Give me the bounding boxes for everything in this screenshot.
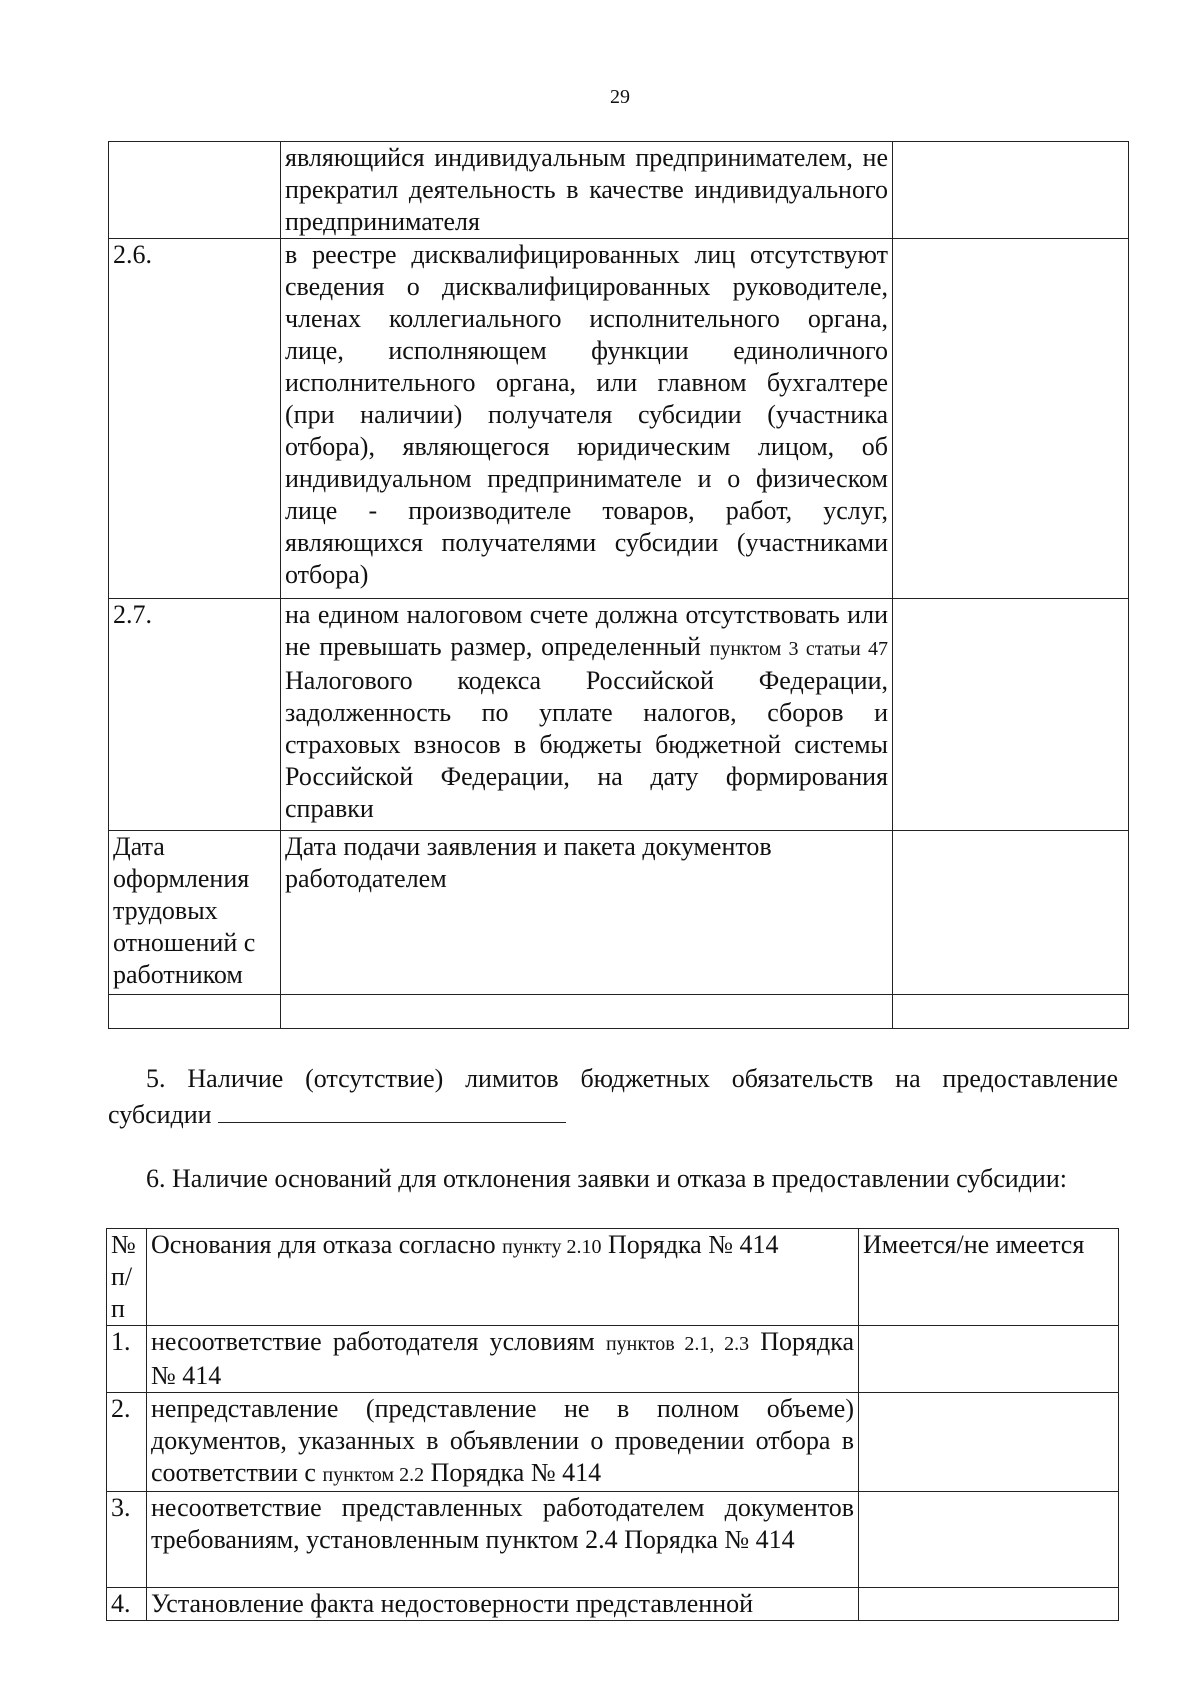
legal-reference: пункту 2.10 — [502, 1236, 602, 1258]
table-row — [107, 1492, 1119, 1588]
criterion-value — [893, 239, 1129, 599]
row-number — [109, 995, 281, 1029]
table-row — [109, 142, 1129, 239]
section-5-paragraph — [108, 1062, 1118, 1132]
row-number: 2. — [107, 1393, 147, 1492]
status-value — [859, 1588, 1119, 1621]
table-row — [107, 1393, 1119, 1492]
page-number: 29 — [610, 86, 630, 108]
table-row — [109, 599, 1129, 831]
table-row — [107, 1588, 1119, 1621]
criterion-value — [893, 831, 1129, 995]
criterion-text-part: на едином налоговом счете должна отсутствовать или не превышать размер, определенный — [285, 600, 888, 661]
status-value — [859, 1326, 1119, 1393]
criterion-value — [893, 142, 1129, 239]
basis-text-part: несоответствие представленных работодателем документов требованиям, установленным пунктом 2.4 Порядка № 414 — [151, 1493, 854, 1554]
basis-text-part: Порядка № 414 — [430, 1458, 602, 1487]
header-basis-part: Основания для отказа согласно — [151, 1230, 496, 1259]
criterion-text: являющийся индивидуальным предпринимателем, не прекратил деятельность в качестве индивидуального предпринимателя — [281, 142, 893, 239]
criterion-text — [281, 599, 893, 831]
basis-text-part: непредставление (представление не в полном объеме) документов, указанных в объявлении о проведении отбора в соответствии с — [151, 1394, 854, 1487]
header-number: № п/п — [107, 1229, 147, 1326]
row-number: 2.7. — [109, 599, 281, 831]
criterion-value — [893, 995, 1129, 1029]
table-header-row — [107, 1229, 1119, 1326]
basis-text-part: несоответствие работодателя условиям — [151, 1327, 595, 1356]
row-number — [109, 142, 281, 239]
section-6-paragraph — [108, 1162, 1118, 1196]
table-row — [109, 995, 1129, 1029]
row-number: 3. — [107, 1492, 147, 1588]
criterion-value — [893, 599, 1129, 831]
status-value — [859, 1492, 1119, 1588]
table-row — [109, 239, 1129, 599]
criterion-text-part: Налогового кодекса Российской Федерации, задолженность по уплате налогов, сборов и страховых взносов в бюджеты бюджетной системы Российской Федерации, на дату формирования справки — [285, 666, 888, 823]
basis-text — [147, 1492, 859, 1588]
header-basis — [147, 1229, 859, 1326]
status-value — [859, 1393, 1119, 1492]
legal-reference: пунктом 2.2 — [322, 1464, 425, 1486]
section-5-text: 5. Наличие (отсутствие) лимитов бюджетных обязательств на предоставление субсидии — [108, 1064, 1118, 1129]
basis-text — [147, 1326, 859, 1393]
header-status: Имеется/не имеется — [859, 1229, 1119, 1326]
basis-text-part: Порядка № 414 — [151, 1327, 855, 1390]
criterion-text — [281, 995, 893, 1029]
table-row — [107, 1326, 1119, 1393]
table-row — [109, 831, 1129, 995]
row-number: 1. — [107, 1326, 147, 1393]
basis-text — [147, 1393, 859, 1492]
rejection-grounds-table — [106, 1228, 1119, 1621]
eligibility-table — [108, 141, 1129, 1029]
basis-text — [147, 1588, 859, 1621]
row-label: Дата оформления трудовых отношений с работником — [109, 831, 281, 995]
criterion-text: в реестре дисквалифицированных лиц отсутствуют сведения о дисквалифицированных руководителе, членах коллегиального исполнительного органа, лице, исполняющем функции единоличного исполнительного органа, или главном бухгалтере (при наличии) получателя субсидии (участника отбора), являющегося юридическим лицом, об индивидуальном предпринимателе и о физическом лице - производителе товаров, работ, услуг, являющихся получателями субсидии (участниками отбора) — [281, 239, 893, 599]
legal-reference: пунктом 3 статьи 47 — [709, 638, 888, 660]
row-number: 2.6. — [109, 239, 281, 599]
fill-in-blank — [218, 1096, 566, 1123]
criterion-text: Дата подачи заявления и пакета документов работодателем — [281, 831, 893, 995]
header-basis-part: Порядка № 414 — [607, 1230, 779, 1259]
row-number: 4. — [107, 1588, 147, 1621]
basis-text-part: Установление факта недостоверности представленной — [151, 1589, 754, 1618]
legal-reference: пунктов 2.1, 2.3 — [605, 1333, 750, 1355]
section-6-text: 6. Наличие оснований для отклонения заявки и отказа в предоставлении субсидии: — [146, 1164, 1067, 1193]
